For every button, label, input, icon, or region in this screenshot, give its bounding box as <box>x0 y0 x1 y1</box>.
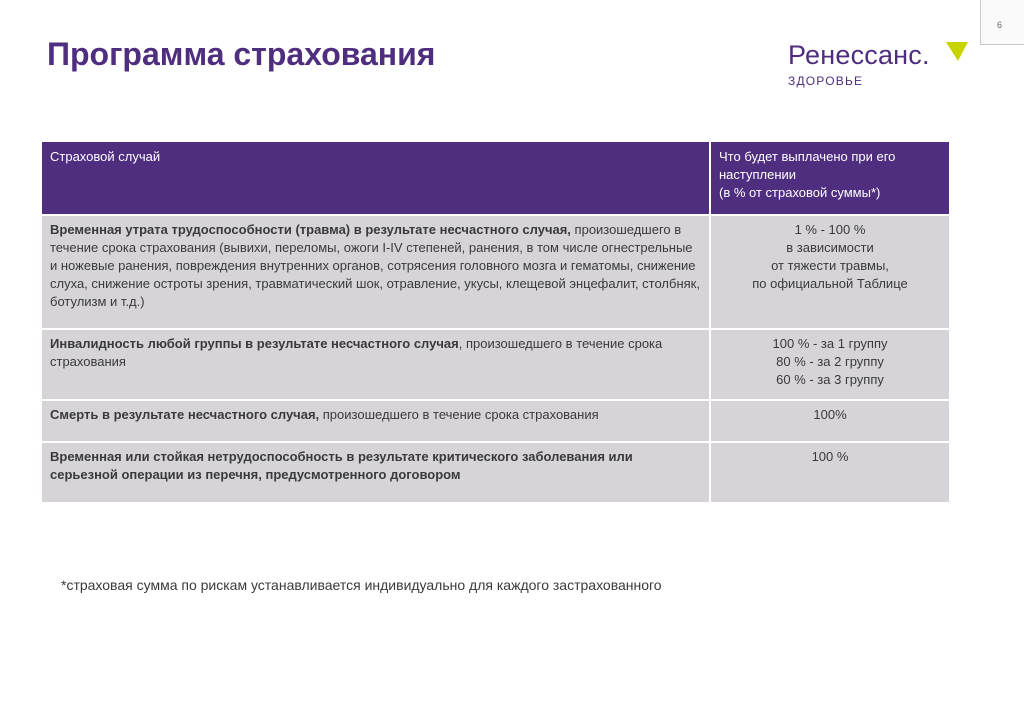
table-header-row <box>42 142 949 215</box>
payout-cell <box>710 215 949 329</box>
case-cell <box>42 329 710 400</box>
payout-line: в зависимости <box>786 240 874 255</box>
header-case: Страховой случай <box>42 142 710 215</box>
case-bold-text: Смерть в результате несчастного случая, <box>50 407 320 422</box>
payout-line: 100% <box>813 407 847 422</box>
payout-line: 100 % <box>811 449 849 464</box>
case-rest-text: произошедшего в течение срока страхования (вывихи, переломы, ожоги I-IV степеней, ранения, в том числе огнестрельные и ножевые ранения, повреждения внутренних органов, сотрясения головного мозга и гематомы, снижение слуха, снижение остроты зрения, травматический шок, отравление, укусы, клещевой энцефалит, столбняк, ботулизм и т.д.) <box>50 222 700 309</box>
header-payout <box>710 142 949 215</box>
logo-subtitle: ЗДОРОВЬЕ <box>788 74 864 88</box>
page-number: 6 <box>997 20 1003 30</box>
case-cell <box>42 442 710 502</box>
case-cell <box>42 215 710 329</box>
header-payout-line2: (в % от страховой суммы*) <box>719 185 881 200</box>
payout-cell <box>710 329 949 400</box>
table-row <box>42 400 949 442</box>
table-row <box>42 442 949 502</box>
logo-triangle-icon <box>946 40 968 62</box>
case-cell <box>42 400 710 442</box>
payout-cell <box>710 400 949 442</box>
page-title: Программа страхования <box>47 36 436 72</box>
case-rest-text: произошедшего в течение срока страхования <box>319 407 599 422</box>
header-payout-line1: Что будет выплачено при его наступлении <box>719 149 896 182</box>
payout-line: от тяжести травмы, <box>771 258 889 273</box>
table-row <box>42 215 949 329</box>
payout-line: 100 % - за 1 группу <box>772 336 888 351</box>
logo-name: Ренессанс. <box>788 40 930 70</box>
case-bold-text: Инвалидность любой группы в результате несчастного случая <box>50 336 459 351</box>
footnote: *страховая сумма по рискам устанавливается индивидуально для каждого застрахованного <box>61 577 662 593</box>
payout-line: 1 % - 100 % <box>794 222 866 237</box>
payout-line: 80 % - за 2 группу <box>776 354 884 369</box>
payout-cell <box>710 442 949 502</box>
case-bold-text: Временная утрата трудоспособности (травма) в результате несчастного случая, <box>50 222 571 237</box>
case-bold-text: Временная или стойкая нетрудоспособность в результате критического заболевания или серьезной операции из перечня, предусмотренного договором <box>50 449 633 482</box>
insurance-table <box>42 142 949 502</box>
case-rest-text: , произошедшего в течение срока страхования <box>50 336 663 369</box>
company-logo <box>788 40 930 88</box>
payout-line: по официальной Таблице <box>752 276 908 291</box>
table-row <box>42 329 949 400</box>
payout-line: 60 % - за 3 группу <box>776 372 884 387</box>
